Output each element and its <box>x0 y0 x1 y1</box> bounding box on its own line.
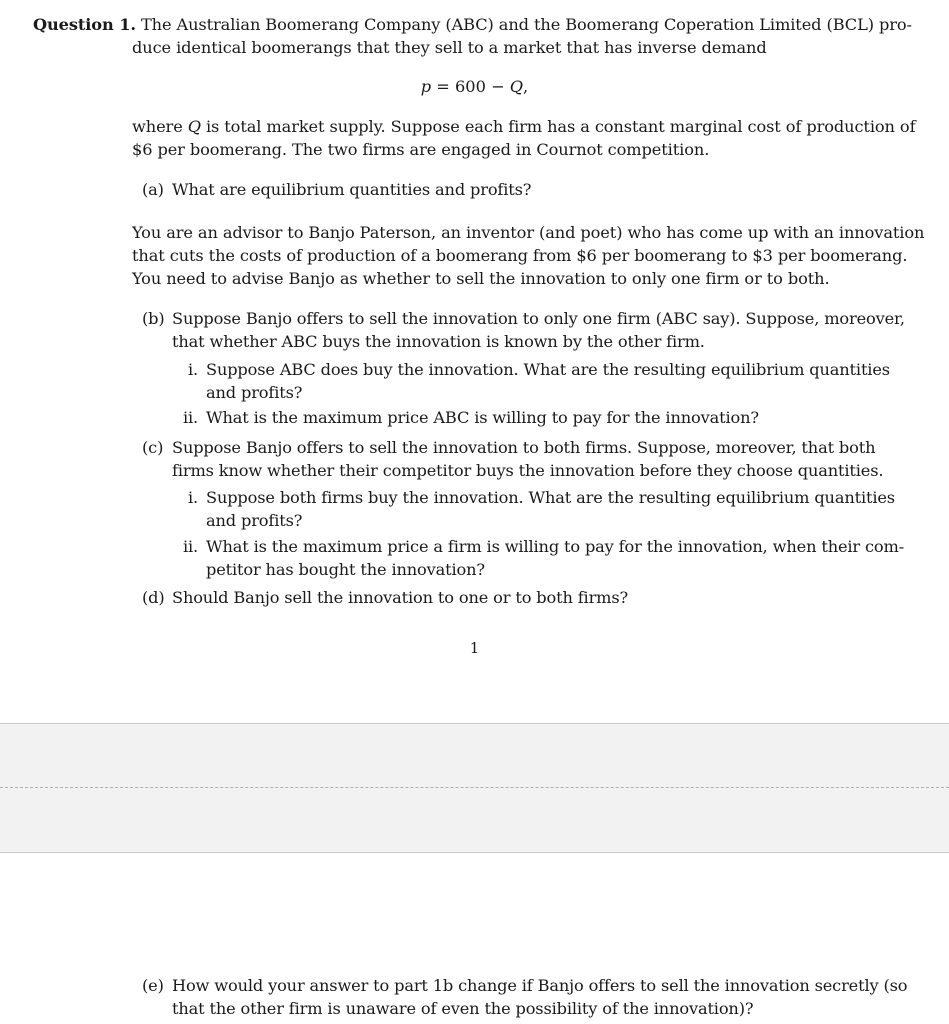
page-number: 1 <box>469 639 480 657</box>
part-b: (b) Suppose Banjo offers to sell the innovation to only one firm (ABC say). Suppose, moreover, that whether ABC buys the innovation is known by the other firm. <box>142 309 905 351</box>
market-description: where Q is total market supply. Suppose each firm has a constant marginal cost of production of $6 per boomerang. The two firms are engaged in Cournot competition. <box>132 117 916 159</box>
part-d-tag: (d) <box>142 588 165 607</box>
question-intro-line1: Question 1. The Australian Boomerang Company (ABC) and the Boomerang Coperation Limited (BCL) pro- <box>33 15 912 34</box>
question-intro <box>33 13 913 59</box>
part-b-ii: ii. What is the maximum price ABC is willing to pay for the innovation? <box>183 408 759 427</box>
page-break-divider <box>0 787 949 788</box>
part-c-i: i. Suppose both firms buy the innovation. What are the resulting equilibrium quantities and profits? <box>188 488 895 530</box>
question-intro-line2: duce identical boomerangs that they sell to a market that has inverse demand <box>132 38 767 57</box>
page-break <box>0 723 949 853</box>
advisor-paragraph: You are an advisor to Banjo Paterson, an inventor (and poet) who has come up with an innovation that cuts the costs of production of a boomerang from $6 per boomerang to $3 per boomerang. You need to advise Banjo as whether to sell the innovation to only one firm or to both. <box>132 223 925 288</box>
part-c-ii: ii. What is the maximum price a firm is willing to pay for the innovation, when their com- petitor has bought the innovation? <box>183 537 905 579</box>
part-e-tag: (e) <box>142 976 164 995</box>
part-a-tag: (a) <box>142 180 164 199</box>
part-b-i: i. Suppose ABC does buy the innovation. What are the resulting equilibrium quantities and profits? <box>188 360 890 402</box>
part-d: (d) Should Banjo sell the innovation to one or to both firms? <box>142 587 864 610</box>
question-label: Question 1. <box>33 15 136 34</box>
part-b-tag: (b) <box>142 309 165 328</box>
part-c: (c) Suppose Banjo offers to sell the innovation to both firms. Suppose, moreover, that both firms know whether their competitor buys the innovation before they choose quantities. <box>142 438 884 480</box>
part-a: (a) What are equilibrium quantities and profits? <box>142 179 864 202</box>
demand-formula: p = 600 − Q, <box>420 77 529 96</box>
part-e: (e) How would your answer to part 1b change if Banjo offers to sell the innovation secretly (so that the other firm is unaware of even the possibility of the innovation)? <box>142 976 908 1018</box>
part-c-tag: (c) <box>142 438 164 457</box>
